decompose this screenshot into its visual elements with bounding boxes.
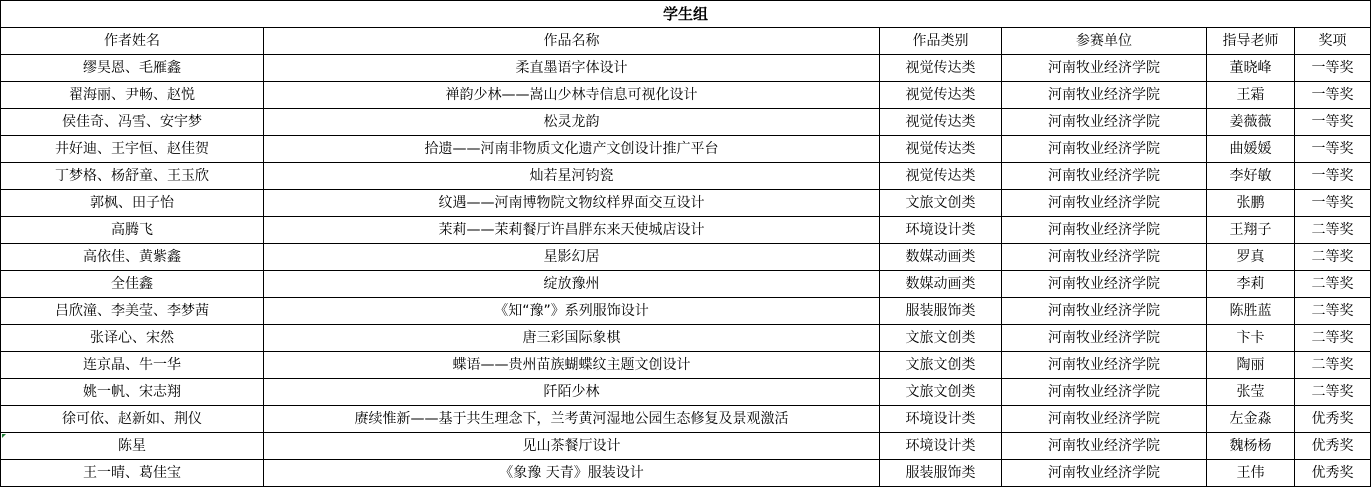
table-row (1, 190, 1371, 217)
category-cell: 环境设计类 (880, 433, 1002, 460)
table-title: 学生组 (1, 1, 1371, 28)
work-title-cell: 《知“豫”》系列服饰设计 (264, 298, 880, 325)
award-cell: 二等奖 (1295, 244, 1371, 271)
table-row (1, 325, 1371, 352)
category-cell: 视觉传达类 (880, 136, 1002, 163)
advisor-cell: 张莹 (1207, 379, 1295, 406)
award-cell: 优秀奖 (1295, 460, 1371, 487)
work-title-cell: 拾遗——河南非物质文化遗产文创设计推广平台 (264, 136, 880, 163)
award-cell: 一等奖 (1295, 163, 1371, 190)
work-title-cell: 《象豫 天青》服装设计 (264, 460, 880, 487)
category-cell: 视觉传达类 (880, 163, 1002, 190)
work-title-cell: 松灵龙韵 (264, 109, 880, 136)
advisor-cell: 陈胜蓝 (1207, 298, 1295, 325)
work-title-cell: 茉莉——茉莉餐厅许昌胖东来天使城店设计 (264, 217, 880, 244)
authors-cell: 高依佳、黄紫鑫 (1, 244, 264, 271)
advisor-cell: 王霜 (1207, 82, 1295, 109)
award-cell: 优秀奖 (1295, 433, 1371, 460)
work-title-cell: 禅韵少林——嵩山少林寺信息可视化设计 (264, 82, 880, 109)
institution-cell: 河南牧业经济学院 (1002, 433, 1207, 460)
award-cell: 一等奖 (1295, 55, 1371, 82)
category-cell: 服装服饰类 (880, 460, 1002, 487)
institution-cell: 河南牧业经济学院 (1002, 379, 1207, 406)
advisor-cell: 左金淼 (1207, 406, 1295, 433)
institution-cell: 河南牧业经济学院 (1002, 406, 1207, 433)
institution-cell: 河南牧业经济学院 (1002, 217, 1207, 244)
institution-cell: 河南牧业经济学院 (1002, 352, 1207, 379)
institution-cell: 河南牧业经济学院 (1002, 460, 1207, 487)
category-cell: 文旅文创类 (880, 325, 1002, 352)
work-title-cell: 绽放豫州 (264, 271, 880, 298)
advisor-cell: 曲媛媛 (1207, 136, 1295, 163)
table-row (1, 163, 1371, 190)
header-authors: 作者姓名 (1, 28, 264, 55)
award-cell: 一等奖 (1295, 190, 1371, 217)
award-cell: 一等奖 (1295, 109, 1371, 136)
award-cell: 二等奖 (1295, 325, 1371, 352)
table-row (1, 82, 1371, 109)
work-title-cell: 赓续惟新——基于共生理念下，兰考黄河湿地公园生态修复及景观激活 (264, 406, 880, 433)
authors-cell: 郭枫、田子怡 (1, 190, 264, 217)
authors-cell: 侯佳奇、冯雪、安宇梦 (1, 109, 264, 136)
authors-cell: 张译心、宋然 (1, 325, 264, 352)
award-cell: 二等奖 (1295, 352, 1371, 379)
institution-cell: 河南牧业经济学院 (1002, 190, 1207, 217)
work-title-cell: 蝶语——贵州苗族蝴蝶纹主题文创设计 (264, 352, 880, 379)
header-award: 奖项 (1295, 28, 1371, 55)
table-row (1, 298, 1371, 325)
institution-cell: 河南牧业经济学院 (1002, 271, 1207, 298)
authors-cell: 吕欣潼、李美莹、李梦茜 (1, 298, 264, 325)
award-cell: 二等奖 (1295, 271, 1371, 298)
authors-cell: 翟海丽、尹畅、赵悦 (1, 82, 264, 109)
cell-comment-marker (2, 434, 6, 438)
advisor-cell: 魏杨杨 (1207, 433, 1295, 460)
advisor-cell: 张鹏 (1207, 190, 1295, 217)
authors-cell: 姚一帆、宋志翔 (1, 379, 264, 406)
table-row (1, 406, 1371, 433)
award-cell: 一等奖 (1295, 82, 1371, 109)
category-cell: 环境设计类 (880, 217, 1002, 244)
category-cell: 视觉传达类 (880, 55, 1002, 82)
advisor-cell: 卞卡 (1207, 325, 1295, 352)
category-cell: 视觉传达类 (880, 109, 1002, 136)
advisor-cell: 陶丽 (1207, 352, 1295, 379)
work-title-cell: 阡陌少林 (264, 379, 880, 406)
institution-cell: 河南牧业经济学院 (1002, 163, 1207, 190)
advisor-cell: 李莉 (1207, 271, 1295, 298)
category-cell: 数媒动画类 (880, 244, 1002, 271)
table-row (1, 244, 1371, 271)
header-institution: 参赛单位 (1002, 28, 1207, 55)
advisor-cell: 李好敏 (1207, 163, 1295, 190)
table-row (1, 217, 1371, 244)
table-row (1, 109, 1371, 136)
category-cell: 服装服饰类 (880, 298, 1002, 325)
header-category: 作品类别 (880, 28, 1002, 55)
header-row (1, 28, 1371, 55)
category-cell: 数媒动画类 (880, 271, 1002, 298)
authors-cell: 丁梦格、杨舒童、王玉欣 (1, 163, 264, 190)
work-title-cell: 灿若星河钧瓷 (264, 163, 880, 190)
table-row (1, 136, 1371, 163)
table-row (1, 271, 1371, 298)
work-title-cell: 星影幻居 (264, 244, 880, 271)
authors-cell: 缪昊恩、毛雁鑫 (1, 55, 264, 82)
table-row (1, 379, 1371, 406)
authors-cell: 全佳鑫 (1, 271, 264, 298)
table-row (1, 55, 1371, 82)
institution-cell: 河南牧业经济学院 (1002, 325, 1207, 352)
work-title-cell: 见山茶餐厅设计 (264, 433, 880, 460)
authors-cell: 井好迪、王宇恒、赵佳贺 (1, 136, 264, 163)
institution-cell: 河南牧业经济学院 (1002, 82, 1207, 109)
category-cell: 文旅文创类 (880, 379, 1002, 406)
award-cell: 二等奖 (1295, 217, 1371, 244)
table-row (1, 352, 1371, 379)
authors-cell: 徐可依、赵新如、荆仪 (1, 406, 264, 433)
authors-cell: 王一晴、葛佳宝 (1, 460, 264, 487)
advisor-cell: 董晓峰 (1207, 55, 1295, 82)
advisor-cell: 王伟 (1207, 460, 1295, 487)
header-work-title: 作品名称 (264, 28, 880, 55)
institution-cell: 河南牧业经济学院 (1002, 109, 1207, 136)
category-cell: 文旅文创类 (880, 352, 1002, 379)
institution-cell: 河南牧业经济学院 (1002, 298, 1207, 325)
award-cell: 二等奖 (1295, 379, 1371, 406)
institution-cell: 河南牧业经济学院 (1002, 136, 1207, 163)
authors-cell: 陈星 (1, 433, 264, 460)
institution-cell: 河南牧业经济学院 (1002, 55, 1207, 82)
award-cell: 二等奖 (1295, 298, 1371, 325)
category-cell: 视觉传达类 (880, 82, 1002, 109)
work-title-cell: 唐三彩国际象棋 (264, 325, 880, 352)
advisor-cell: 罗真 (1207, 244, 1295, 271)
award-cell: 一等奖 (1295, 136, 1371, 163)
institution-cell: 河南牧业经济学院 (1002, 244, 1207, 271)
advisor-cell: 姜薇薇 (1207, 109, 1295, 136)
work-title-cell: 柔直墨语字体设计 (264, 55, 880, 82)
advisor-cell: 王翔子 (1207, 217, 1295, 244)
category-cell: 文旅文创类 (880, 190, 1002, 217)
title-row (1, 1, 1371, 28)
header-advisor: 指导老师 (1207, 28, 1295, 55)
authors-cell: 高腾飞 (1, 217, 264, 244)
authors-cell: 连京晶、牛一华 (1, 352, 264, 379)
category-cell: 环境设计类 (880, 406, 1002, 433)
table-row (1, 460, 1371, 487)
table-row (1, 433, 1371, 460)
award-cell: 优秀奖 (1295, 406, 1371, 433)
work-title-cell: 纹遇——河南博物院文物纹样界面交互设计 (264, 190, 880, 217)
